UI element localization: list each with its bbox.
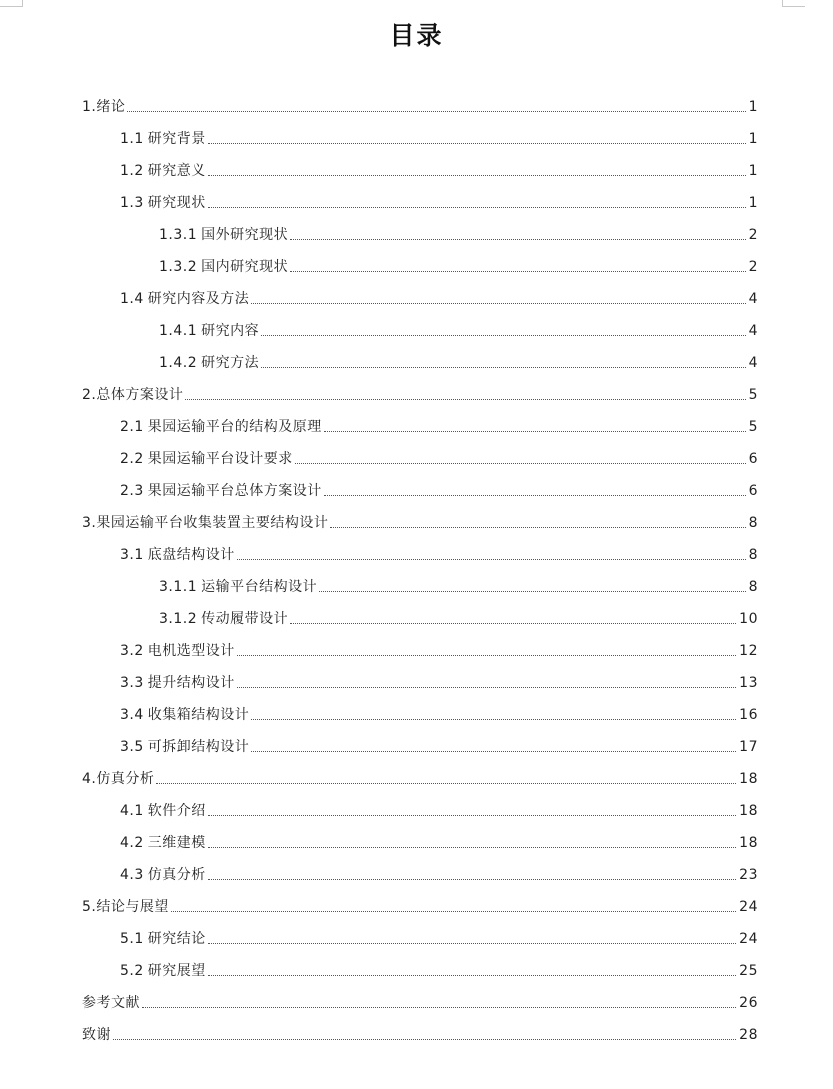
toc-entry[interactable] [82,1016,758,1048]
toc-entry-title [120,546,235,564]
toc-page-number: 16 [739,707,758,723]
toc-entry-text: 研究内容 [201,323,260,339]
toc-entry-title [120,930,206,948]
toc-entry-title [159,578,317,596]
toc-dot-leader [237,559,746,560]
toc-entry[interactable] [82,152,758,184]
toc-entry-number: 3.1.2 [159,611,198,627]
toc-entry-title [120,194,206,212]
toc-entry-text: 果园运输平台的结构及原理 [147,419,322,435]
toc-dot-leader [290,239,745,240]
toc-entry-text: 传动履带设计 [201,611,289,627]
toc-entry[interactable] [82,472,758,504]
toc-entry-number: 1.4.2 [159,355,198,371]
toc-entry-text: 参考文献 [82,995,140,1011]
toc-entry[interactable] [82,504,758,536]
toc-dot-leader [237,687,736,688]
toc-entry-text: 软件介绍 [147,803,206,819]
toc-page-number: 18 [739,803,758,819]
toc-dot-leader [261,335,745,336]
toc-entry[interactable] [82,600,758,632]
toc-entry-text: 研究意义 [147,163,206,179]
toc-dot-leader [261,367,745,368]
toc-page-number: 28 [739,1027,758,1043]
toc-dot-leader [208,175,746,176]
toc-entry[interactable] [82,280,758,312]
toc-entry[interactable] [82,728,758,760]
toc-entry-title [120,418,322,436]
toc-dot-leader [127,111,745,112]
toc-entry-title [82,898,169,916]
toc-entry-text: 电机选型设计 [147,643,235,659]
toc-page-number: 24 [739,931,758,947]
page-corner-mark-right [782,0,805,7]
toc-entry-title [82,770,154,788]
toc-entry-title [82,514,328,532]
toc-entry-number: 2.2 [120,451,144,467]
toc-entry-text: 运输平台结构设计 [201,579,318,595]
toc-dot-leader [208,879,736,880]
toc-page-number: 18 [739,771,758,787]
toc-entry-text: 三维建模 [147,835,206,851]
toc-entry-text: 研究现状 [147,195,206,211]
toc-page-number: 4 [748,291,758,307]
toc-page-number: 25 [739,963,758,979]
toc-entry[interactable] [82,920,758,952]
toc-dot-leader [324,431,746,432]
toc-entry-number: 1.3.2 [159,259,198,275]
toc-entry-number: 4.3 [120,867,144,883]
toc-dot-leader [290,623,736,624]
toc-page-number: 17 [739,739,758,755]
toc-page-number: 6 [748,451,758,467]
toc-entry-title [120,738,249,756]
toc-entry-title [120,162,206,180]
toc-entry-text: 国内研究现状 [201,259,289,275]
toc-entry-number: 3.1.1 [159,579,198,595]
toc-page-number: 1 [748,195,758,211]
toc-entry[interactable] [82,888,758,920]
toc-dot-leader [319,591,745,592]
toc-page-number: 1 [748,163,758,179]
toc-entry-text: 致谢 [82,1027,111,1043]
toc-entry-number: 1.4.1 [159,323,198,339]
toc-page-number: 10 [739,611,758,627]
toc-entry[interactable] [82,88,758,120]
toc-entry[interactable] [82,824,758,856]
toc-page-number: 26 [739,995,758,1011]
toc-page-number: 6 [748,483,758,499]
toc-entry-number: 5. [82,899,97,915]
toc-entry-title [82,994,140,1012]
toc-entry-title [120,706,249,724]
toc-entry-title [82,98,125,116]
toc-entry[interactable] [82,760,758,792]
toc-dot-leader [171,911,736,912]
toc-entry[interactable] [82,536,758,568]
toc-entry-number: 3.2 [120,643,144,659]
toc-dot-leader [295,463,746,464]
toc-page-number: 12 [739,643,758,659]
toc-dot-leader [237,655,736,656]
toc-entry-number: 3.3 [120,675,144,691]
toc-entry-title [120,482,322,500]
toc-dot-leader [208,815,736,816]
toc-entry-number: 1.1 [120,131,144,147]
toc-entry-number: 2.1 [120,419,144,435]
toc-entry-text: 果园运输平台设计要求 [147,451,293,467]
toc-dot-leader [185,399,745,400]
toc-entry-text: 收集箱结构设计 [147,707,250,723]
toc-entry[interactable] [82,856,758,888]
toc-entry-number: 3.1 [120,547,144,563]
toc-entry-text: 可拆卸结构设计 [147,739,250,755]
toc-entry-text: 研究内容及方法 [147,291,250,307]
toc-entry-text: 研究方法 [201,355,260,371]
toc-entry-title [120,962,206,980]
toc-entry-title [120,866,206,884]
toc-dot-leader [208,943,736,944]
toc-entry-text: 结论与展望 [96,899,169,915]
toc-dot-leader [251,303,745,304]
toc-dot-leader [330,527,745,528]
toc-entry-number: 1.2 [120,163,144,179]
toc-entry[interactable] [82,696,758,728]
toc-page-number: 23 [739,867,758,883]
toc-entry-text: 研究展望 [147,963,206,979]
toc-entry[interactable] [82,184,758,216]
toc-entry[interactable] [82,952,758,984]
toc-page-number: 8 [748,579,758,595]
toc-dot-leader [208,207,746,208]
toc-entry-title [120,802,206,820]
toc-page-number: 8 [748,515,758,531]
toc-entry-title [120,834,206,852]
toc-entry-text: 果园运输平台总体方案设计 [147,483,322,499]
toc-page-number: 2 [748,227,758,243]
toc-entry-title [120,290,249,308]
toc-entry-number: 2. [82,387,97,403]
toc-entry-title [159,226,288,244]
toc-page-number: 4 [748,323,758,339]
toc-dot-leader [142,1007,736,1008]
toc-dot-leader [208,975,736,976]
toc-entry-text: 总体方案设计 [96,387,184,403]
toc-entry-number: 3.5 [120,739,144,755]
toc-entry-text: 研究结论 [147,931,206,947]
toc-page-number: 8 [748,547,758,563]
toc-entry[interactable] [82,216,758,248]
toc-page-number: 1 [748,99,758,115]
toc-entry[interactable] [82,376,758,408]
toc-page-number: 13 [739,675,758,691]
toc-dot-leader [290,271,745,272]
toc-page-number: 1 [748,131,758,147]
toc-entry-text: 提升结构设计 [147,675,235,691]
toc-entry[interactable] [82,312,758,344]
toc-dot-leader [113,1039,736,1040]
toc-entry[interactable] [82,440,758,472]
toc-page-number: 24 [739,899,758,915]
toc-entry-title [159,610,288,628]
toc-entry-number: 2.3 [120,483,144,499]
toc-entry-title [159,322,259,340]
toc-entry-number: 1.3 [120,195,144,211]
toc-entry-number: 4.2 [120,835,144,851]
page-corner-mark-left [0,0,23,7]
toc-entry-text: 绪论 [96,99,126,115]
toc-page-number: 5 [748,387,758,403]
toc-page-number: 2 [748,259,758,275]
toc-entry-number: 5.2 [120,963,144,979]
toc-entry-text: 国外研究现状 [201,227,289,243]
toc-entry-number: 1.3.1 [159,227,198,243]
toc-entry-title [82,386,183,404]
toc-entry-number: 4.1 [120,803,144,819]
toc-entry-title [159,258,288,276]
toc-entry[interactable] [82,344,758,376]
toc-page-number: 18 [739,835,758,851]
toc-dot-leader [208,143,746,144]
table-of-contents [82,88,758,1048]
toc-entry-title [120,674,235,692]
toc-entry[interactable] [82,664,758,696]
toc-entry-number: 4. [82,771,97,787]
toc-entry-number: 5.1 [120,931,144,947]
toc-entry[interactable] [82,248,758,280]
toc-entry[interactable] [82,120,758,152]
toc-entry-number: 1.4 [120,291,144,307]
toc-dot-leader [156,783,736,784]
toc-page-number: 5 [748,419,758,435]
toc-entry[interactable] [82,792,758,824]
toc-dot-leader [251,751,736,752]
page-title: 目录 [389,21,444,50]
toc-dot-leader [251,719,736,720]
toc-entry-number: 1. [82,99,97,115]
toc-entry-number: 3. [82,515,97,531]
toc-entry-title [120,130,206,148]
toc-entry-text: 底盘结构设计 [147,547,235,563]
toc-entry[interactable] [82,408,758,440]
toc-entry-title [120,642,235,660]
toc-entry[interactable] [82,632,758,664]
toc-entry-title [120,450,293,468]
toc-page-number: 4 [748,355,758,371]
toc-entry-text: 仿真分析 [96,771,155,787]
toc-entry-title [82,1026,111,1044]
toc-entry-text: 果园运输平台收集装置主要结构设计 [96,515,329,531]
toc-dot-leader [324,495,746,496]
toc-entry-text: 仿真分析 [147,867,206,883]
toc-dot-leader [208,847,736,848]
toc-entry-title [159,354,259,372]
toc-entry-text: 研究背景 [147,131,206,147]
toc-entry[interactable] [82,984,758,1016]
toc-entry[interactable] [82,568,758,600]
toc-entry-number: 3.4 [120,707,144,723]
